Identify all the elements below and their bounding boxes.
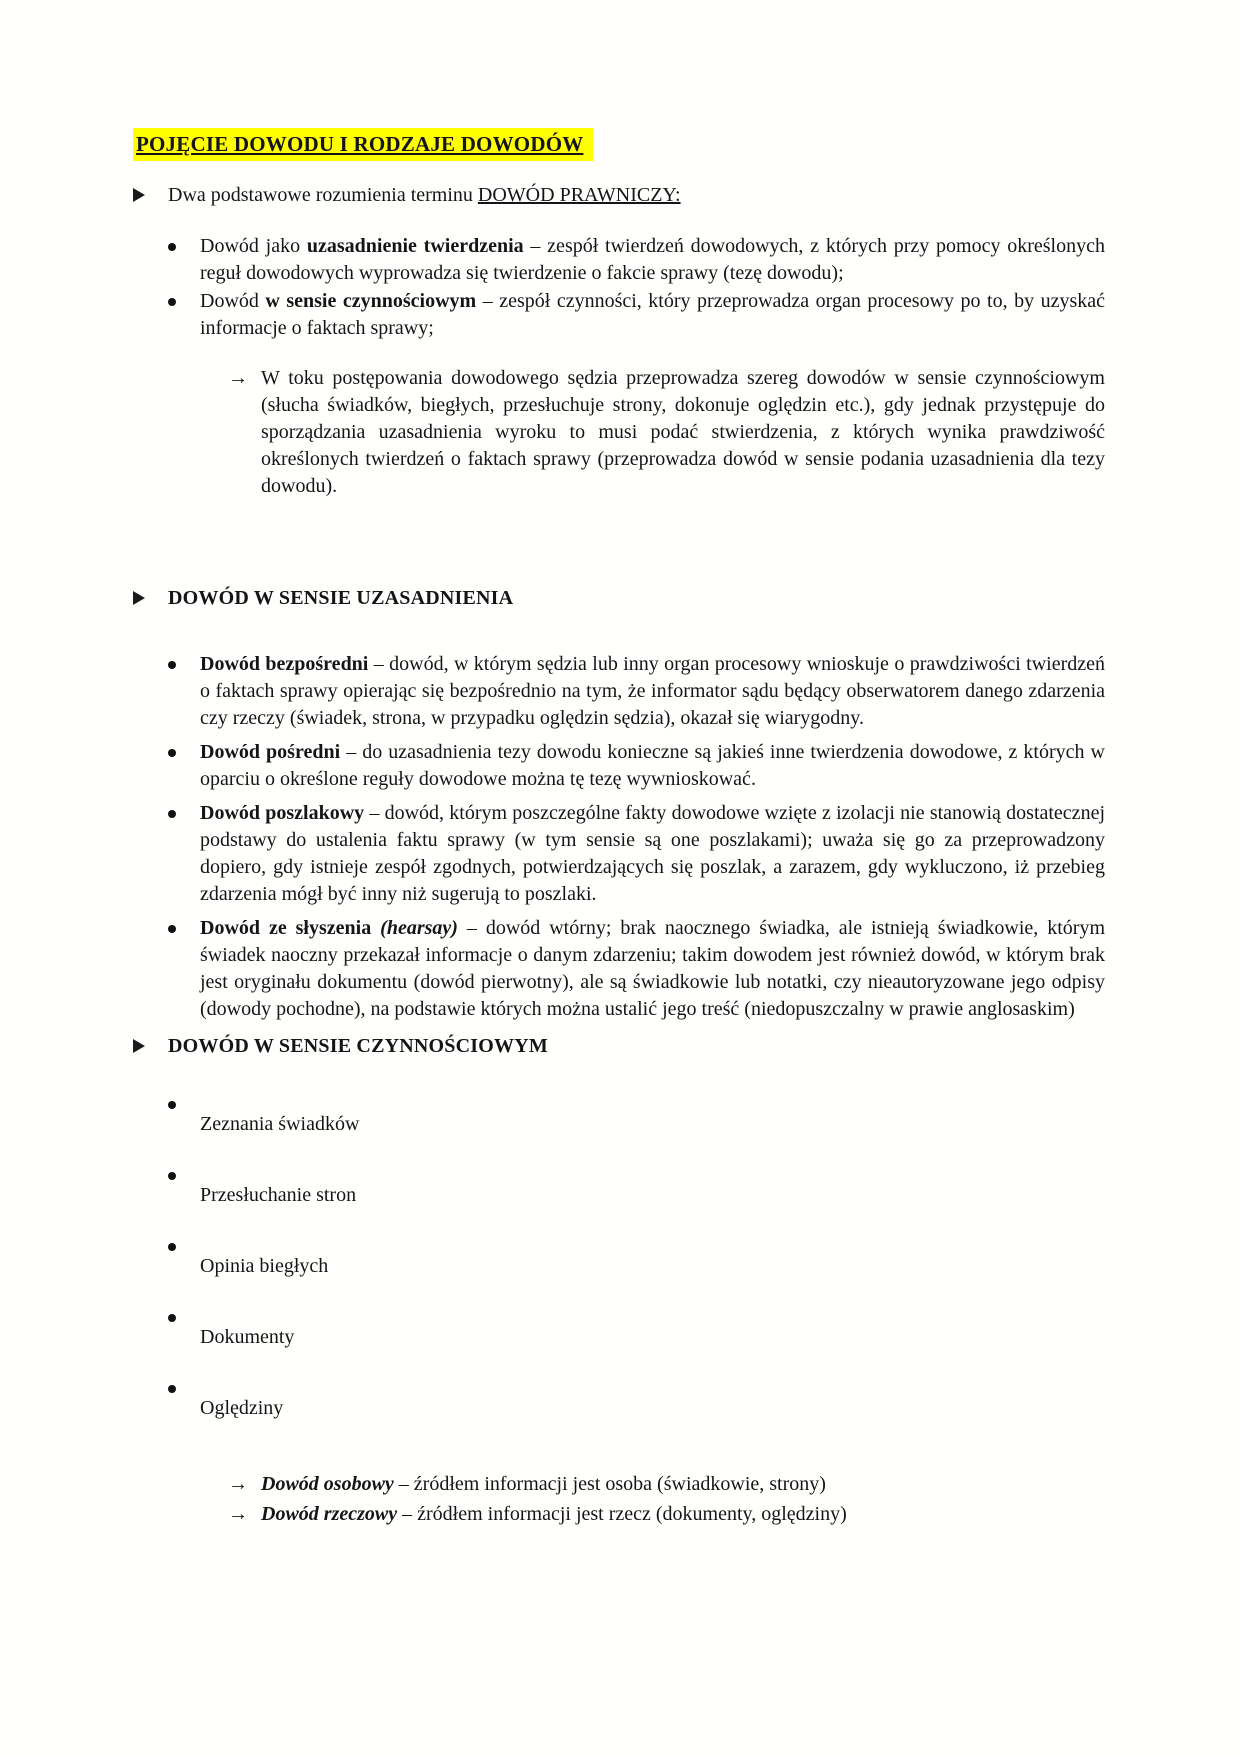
list-item — [168, 233, 1105, 287]
heading-text: DOWÓD W SENSIE UZASADNIENIA — [168, 587, 514, 609]
footnote-line — [228, 1471, 1105, 1498]
bullet-icon — [168, 1304, 200, 1322]
bullet-icon — [168, 233, 200, 251]
arrowhead-right-icon — [133, 182, 168, 210]
definition-text: Dowód bezpośredni – dowód, w którym sędzia lub inny organ procesowy wnioskuje o prawdziwości twierdzeń o faktach sprawy opierając się bezpośrednio na tym, że informator sądu będący obserwatorem danego zdarzenia czy rzeczy (świadek, strona, w przypadku oględzin sędzia), okazał się wiarygodny. — [200, 653, 1105, 729]
section-heading-czynnosciowy — [133, 1033, 1105, 1061]
footnote-line — [228, 1501, 1105, 1528]
list-item-text: Dokumenty — [200, 1326, 295, 1348]
list-item — [168, 1091, 1105, 1158]
right-arrow-icon: → — [228, 1503, 248, 1525]
list-item-text: Oględziny — [200, 1397, 284, 1419]
indented-note — [228, 365, 1105, 500]
arrowhead-right-icon — [133, 1033, 168, 1061]
uzasadnienie-list — [168, 651, 1105, 1023]
page-title — [133, 131, 1105, 158]
note-text: W toku postępowania dowodowego sędzia przeprowadza szereg dowodów w sensie czynnościowym (słucha świadków, biegłych, przesłuchuje strony, dokonuje oględzin etc.), gdy jednak przystępuje do sporządzania uzasadnienia wyroku to musi podać stwierdzenia, z których wynika prawdziwość określonych twierdzeń o faktach sprawy (przeprowadza dowód w sensie podania uzasadnienia dla tezy dowodu). — [261, 367, 1105, 497]
list-item — [168, 915, 1105, 1023]
bullet-icon — [168, 288, 200, 306]
list-item-text: Opinia biegłych — [200, 1255, 329, 1277]
footnote-text: Dowód rzeczowy – źródłem informacji jest rzecz (dokumenty, oględziny) — [261, 1503, 847, 1525]
bullet-icon — [168, 800, 200, 818]
list-item — [168, 800, 1105, 908]
footnote-block — [228, 1471, 1105, 1528]
definitions-list — [168, 233, 1105, 342]
list-item — [168, 1162, 1105, 1229]
underlined-term: DOWÓD PRAWNICZY: — [477, 184, 681, 206]
bullet-icon — [168, 1091, 200, 1109]
intro-text: Dwa podstawowe rozumienia terminu DOWÓD PRAWNICZY: — [168, 184, 681, 206]
definition-text: Dowód poszlakowy – dowód, którym poszczególne fakty dowodowe wzięte z izolacji nie stanowią dostatecznej podstawy do ustalenia faktu sprawy (w tym sensie są one poszlakami); uważa się go za przeprowadzony dopiero, gdy istnieje zespół zgodnych, potwierdzających się poszlak, a zarazem, gdy wykluczono, iż przebieg zdarzenia mógł być inny niż sugerują to poszlaki. — [200, 802, 1105, 905]
intro-line — [133, 182, 1105, 210]
czynnosciowy-list — [168, 1091, 1105, 1442]
list-item — [168, 1375, 1105, 1442]
arrowhead-right-icon — [133, 585, 168, 613]
bullet-icon — [168, 915, 200, 933]
bullet-icon — [168, 1375, 200, 1393]
list-item — [168, 739, 1105, 793]
list-item — [168, 1304, 1105, 1371]
list-item — [168, 1233, 1105, 1300]
definition-text: Dowód jako uzasadnienie twierdzenia – zespół twierdzeń dowodowych, z których przy pomocy określonych reguł dowodowych wyprowadza się twierdzenie o fakcie sprawy (tezę dowodu); — [200, 235, 1105, 284]
list-item-text: Zeznania świadków — [200, 1113, 360, 1135]
list-item — [168, 651, 1105, 732]
section-heading-uzasadnienie — [133, 585, 1105, 613]
right-arrow-icon: → — [228, 1473, 248, 1495]
list-item — [168, 288, 1105, 342]
definition-text: Dowód w sensie czynnościowym – zespół czynności, który przeprowadza organ procesowy po to, by uzyskać informacje o faktach sprawy; — [200, 290, 1106, 339]
definition-text: Dowód ze słyszenia (hearsay) – dowód wtórny; brak naocznego świadka, ale istnieją świadkowie, którym świadek naoczny przekazał informacje o danym zdarzeniu; takim dowodem jest również dowód, w którym brak jest oryginału dokumentu (dowód pierwotny), ale są świadkowie lub notatki, czy nieautoryzowane jego odpisy (dowody pochodne), na podstawie których można ustalić jego treść (niedopuszczalny w prawie anglosaskim) — [200, 917, 1105, 1020]
bullet-icon — [168, 739, 200, 757]
page-content — [133, 0, 1105, 1528]
footnote-text: Dowód osobowy – źródłem informacji jest osoba (świadkowie, strony) — [261, 1473, 826, 1495]
list-item-text: Przesłuchanie stron — [200, 1184, 357, 1206]
definition-text: Dowód pośredni – do uzasadnienia tezy dowodu konieczne są jakieś inne twierdzenia dowodowe, z których w oparciu o określone reguły dowodowe można tę tezę wywnioskować. — [200, 741, 1105, 790]
heading-text: DOWÓD W SENSIE CZYNNOŚCIOWYM — [168, 1035, 548, 1057]
right-arrow-icon: → — [228, 367, 248, 389]
bullet-icon — [168, 1233, 200, 1251]
highlighted-title: POJĘCIE DOWODU I RODZAJE DOWODÓW — [133, 128, 593, 161]
bullet-icon — [168, 1162, 200, 1180]
bullet-icon — [168, 651, 200, 669]
